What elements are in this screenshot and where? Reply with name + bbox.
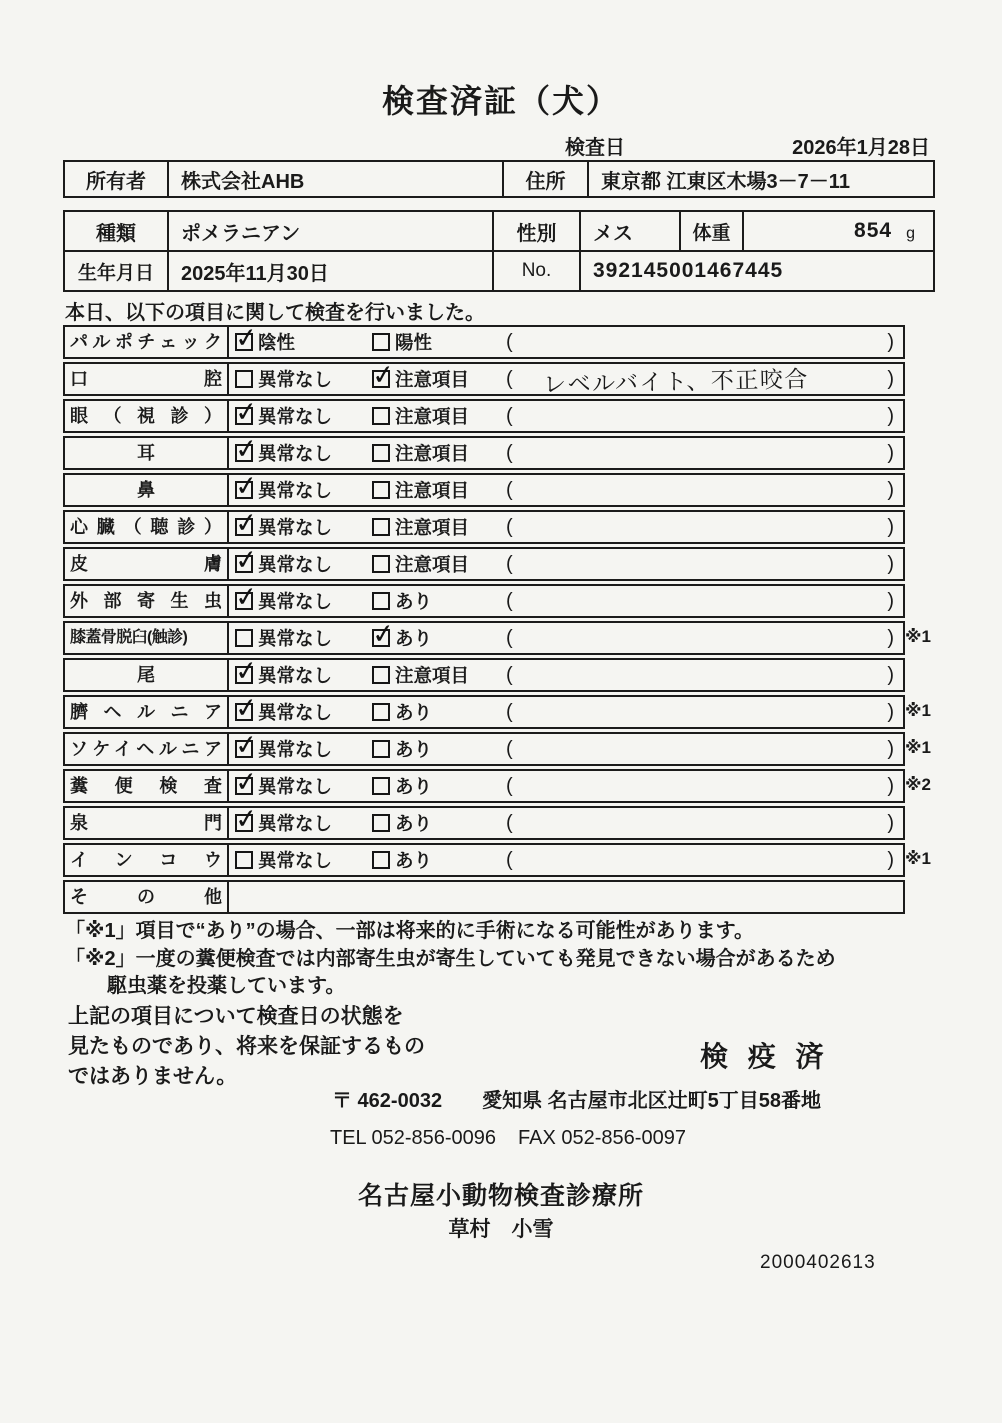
row-note-mark: ※1 [905, 627, 931, 646]
option-1-label: 異常なし [258, 665, 333, 686]
row-content [229, 845, 903, 875]
weight-value: 854 [854, 219, 893, 242]
row-content [229, 475, 903, 505]
paren-open: ( [506, 441, 513, 464]
paren-close: ) [887, 774, 894, 797]
checklist-row [63, 880, 905, 914]
row-label: 耳 [65, 438, 229, 468]
option-2-label: あり [395, 702, 433, 723]
clinic-name: 名古屋小動物検査診療所 [357, 1182, 644, 1210]
paren-open: ( [506, 848, 513, 871]
owner-label: 所有者 [86, 170, 146, 193]
disclaimer [68, 1002, 425, 1092]
row-label: 外部寄生虫 [65, 586, 229, 616]
checkbox-icon [235, 333, 253, 351]
row-content [229, 364, 903, 397]
option-1 [235, 845, 332, 875]
row-note-mark: ※1 [905, 701, 931, 720]
sex-value: メス [579, 212, 679, 250]
option-2-label: 注意項目 [395, 517, 470, 538]
disclaimer-line-1: 上記の項目について検査日の状態を [68, 1005, 404, 1028]
row-label: その他 [65, 882, 229, 912]
option-2-label: あり [395, 591, 433, 612]
checkbox-icon [235, 370, 253, 388]
option-2-label: あり [395, 813, 433, 834]
checklist-row [63, 806, 905, 840]
handwritten-remark [513, 856, 888, 864]
option-1 [235, 808, 332, 838]
footnote-3: 駆虫薬を投薬しています。 [107, 975, 346, 997]
handwritten-remark [513, 338, 888, 346]
row-content [229, 512, 903, 542]
sex-label: 性別 [492, 212, 579, 250]
option-2 [372, 327, 432, 357]
row-label: インコウ [65, 845, 229, 875]
remarks-field [506, 845, 894, 875]
option-1-label: 異常なし [258, 702, 333, 723]
checkbox-icon [372, 814, 390, 832]
row-content [229, 808, 903, 838]
row-content [229, 734, 903, 764]
paren-close: ) [887, 848, 894, 871]
option-2-label: 注意項目 [395, 406, 470, 427]
row-note-mark: ※1 [905, 849, 931, 868]
option-1-label: 異常なし [258, 517, 333, 538]
option-2 [372, 364, 469, 394]
option-1 [235, 697, 332, 727]
option-2-label: 注意項目 [395, 554, 470, 575]
option-1-label: 異常なし [258, 776, 333, 797]
paren-close: ) [887, 515, 894, 538]
option-2-label: 注意項目 [395, 369, 470, 390]
checklist-row [63, 658, 905, 692]
checkbox-icon [372, 481, 390, 499]
checkbox-icon [372, 629, 390, 647]
row-label: 心臓（聴診） [65, 512, 229, 542]
checkbox-icon [235, 407, 253, 425]
birth-row [65, 250, 933, 290]
paren-open: ( [506, 330, 513, 353]
checkbox-icon [372, 740, 390, 758]
weight-value-cell [742, 212, 933, 250]
option-1 [235, 549, 332, 579]
option-2 [372, 438, 469, 468]
option-2 [372, 623, 432, 653]
row-label: 尾 [65, 660, 229, 690]
checkbox-icon [372, 444, 390, 462]
option-1 [235, 438, 332, 468]
option-2-label: あり [395, 776, 433, 797]
row-note-mark: ※2 [905, 775, 931, 794]
checklist-row [63, 547, 905, 581]
option-1 [235, 734, 332, 764]
option-1-label: 異常なし [258, 739, 333, 760]
owner-table [63, 160, 935, 198]
paren-close: ) [887, 811, 894, 834]
option-1 [235, 327, 295, 357]
option-2-label: あり [395, 850, 433, 871]
option-2 [372, 697, 432, 727]
checkbox-icon [372, 592, 390, 610]
checklist-table [63, 325, 931, 917]
option-2-label: あり [395, 628, 433, 649]
handwritten-remark [513, 671, 888, 679]
option-2 [372, 808, 432, 838]
option-1-label: 異常なし [258, 443, 333, 464]
option-1 [235, 586, 332, 616]
address-value: 東京都 江東区木場3－7－11 [587, 162, 933, 196]
checklist-row [63, 584, 905, 618]
paren-open: ( [506, 811, 513, 834]
owner-row [65, 162, 933, 196]
remarks-field [506, 734, 894, 764]
option-2 [372, 734, 432, 764]
clinic-address: 愛知県 名古屋市北区辻町5丁目58番地 [482, 1090, 822, 1112]
remarks-field [506, 512, 894, 542]
option-2-label: あり [395, 739, 433, 760]
row-content [229, 623, 903, 653]
checkbox-icon [235, 851, 253, 869]
paren-open: ( [506, 589, 513, 612]
remarks-field [506, 697, 894, 727]
option-2 [372, 845, 432, 875]
option-1-label: 異常なし [258, 813, 333, 834]
quarantine-stamp: 検 疫 済 [700, 1041, 830, 1072]
row-label: 眼（視診） [65, 401, 229, 431]
checkbox-icon [372, 407, 390, 425]
footnote-2: 「※2」一度の糞便検査では内部寄生虫が寄生していても発見できない場合があるため [65, 947, 836, 970]
veterinarian-name: 草村 小雪 [448, 1218, 554, 1241]
checkbox-icon [372, 703, 390, 721]
checkbox-icon [372, 518, 390, 536]
remarks-field [506, 549, 894, 579]
checkbox-icon [235, 518, 253, 536]
row-content [229, 586, 903, 616]
paren-close: ) [887, 404, 894, 427]
footnotes [65, 918, 836, 1001]
no-value: 392145001467445 [579, 252, 933, 290]
option-1-label: 異常なし [258, 369, 333, 390]
checklist-row [63, 769, 931, 803]
option-1-label: 陰性 [258, 332, 296, 353]
birth-label: 生年月日 [77, 262, 154, 284]
option-2 [372, 586, 432, 616]
handwritten-remark [513, 634, 888, 642]
row-content [229, 771, 903, 801]
handwritten-remark [513, 708, 888, 716]
row-content [229, 327, 903, 357]
option-2 [372, 401, 469, 431]
row-label: 膝蓋骨脱臼(触診) [65, 623, 229, 653]
page-title: 検査済証（犬） [381, 83, 620, 119]
disclaimer-line-3: ではありません。 [68, 1065, 238, 1088]
breed-value: ポメラニアン [167, 212, 492, 250]
paren-close: ) [887, 441, 894, 464]
row-label: 口腔 [65, 364, 229, 394]
paren-open: ( [506, 700, 513, 723]
checklist-row [63, 695, 931, 729]
row-label: 臍ヘルニア [65, 697, 229, 727]
option-1 [235, 623, 332, 653]
remarks-field [506, 771, 894, 801]
checkbox-icon [235, 740, 253, 758]
handwritten-remark [513, 560, 888, 568]
option-1 [235, 771, 332, 801]
breed-label: 種類 [96, 222, 136, 245]
handwritten-remark [513, 819, 888, 827]
birth-value: 2025年11月30日 [167, 252, 492, 290]
checklist-row [63, 362, 905, 396]
disclaimer-line-2: 見たものであり、将来を保証するもの [68, 1035, 425, 1058]
remarks-field [506, 401, 894, 431]
option-2-label: 注意項目 [395, 443, 470, 464]
row-label: パルポチェック [65, 327, 229, 357]
paren-close: ) [887, 589, 894, 612]
row-content [229, 660, 903, 690]
handwritten-remark [513, 486, 888, 494]
handwritten-remark [513, 412, 888, 420]
row-content [229, 882, 903, 912]
option-1-label: 異常なし [258, 628, 333, 649]
remarks-field [506, 623, 894, 653]
checkbox-icon [372, 333, 390, 351]
weight-label: 体重 [679, 212, 742, 250]
remarks-field [506, 475, 894, 505]
option-1 [235, 475, 332, 505]
footnote-1: 「※1」項目で“あり”の場合、一部は将来的に手術になる可能性があります。 [65, 920, 754, 942]
remarks-field [506, 660, 894, 690]
checkbox-icon [372, 777, 390, 795]
option-2 [372, 771, 432, 801]
owner-name: 株式会社AHB [167, 162, 502, 196]
option-2 [372, 660, 469, 690]
remarks-field [506, 586, 894, 616]
option-2 [372, 512, 469, 542]
checkbox-icon [235, 703, 253, 721]
handwritten-remark [513, 782, 888, 790]
address-label: 住所 [502, 162, 587, 196]
animal-table [63, 210, 935, 292]
row-label: 鼻 [65, 475, 229, 505]
option-1 [235, 364, 332, 394]
option-1 [235, 512, 332, 542]
option-1-label: 異常なし [258, 406, 333, 427]
postal-code: 〒 462-0032 [332, 1090, 443, 1112]
no-label: No. [492, 252, 579, 290]
checkbox-icon [235, 481, 253, 499]
paren-close: ) [887, 737, 894, 760]
row-label: ソケイヘルニア [65, 734, 229, 764]
paren-close: ) [887, 663, 894, 686]
checklist-row [63, 399, 905, 433]
remarks-field [506, 438, 894, 468]
row-label: 糞便検査 [65, 771, 229, 801]
checklist-row [63, 473, 905, 507]
paren-open: ( [506, 478, 513, 501]
checkbox-icon [235, 592, 253, 610]
option-2-label: 注意項目 [395, 480, 470, 501]
checklist-row [63, 843, 931, 877]
checklist-row [63, 325, 905, 359]
paren-close: ) [887, 367, 894, 390]
paren-close: ) [887, 330, 894, 353]
checklist-row [63, 732, 931, 766]
row-note-mark: ※1 [905, 738, 931, 757]
option-1 [235, 401, 332, 431]
remarks-field [506, 364, 894, 397]
remarks-field [506, 808, 894, 838]
paren-close: ) [887, 700, 894, 723]
serial-number: 2000402613 [760, 1252, 876, 1273]
checkbox-icon [372, 555, 390, 573]
handwritten-remark [513, 449, 888, 457]
clinic-tel: TEL 052-856-0096 [330, 1127, 497, 1149]
option-2-label: 陽性 [395, 332, 433, 353]
paren-open: ( [506, 737, 513, 760]
paren-open: ( [506, 774, 513, 797]
checkbox-icon [235, 629, 253, 647]
checklist-row [63, 436, 905, 470]
checklist-row [63, 621, 931, 655]
row-content [229, 549, 903, 579]
checkbox-icon [235, 555, 253, 573]
breed-row [65, 212, 933, 250]
option-1-label: 異常なし [258, 591, 333, 612]
checkbox-icon [235, 777, 253, 795]
row-content [229, 401, 903, 431]
option-1-label: 異常なし [258, 554, 333, 575]
checkbox-icon [235, 666, 253, 684]
row-content [229, 438, 903, 468]
checkbox-icon [372, 666, 390, 684]
checkbox-icon [372, 851, 390, 869]
option-2-label: 注意項目 [395, 665, 470, 686]
exam-date-value: 2026年1月28日 [792, 137, 930, 159]
row-label: 皮膚 [65, 549, 229, 579]
paren-close: ) [887, 478, 894, 501]
checklist-row [63, 510, 905, 544]
checkbox-icon [235, 444, 253, 462]
paren-open: ( [506, 663, 513, 686]
handwritten-remark [513, 523, 888, 531]
exam-date-label: 検査日 [565, 137, 625, 159]
row-content [229, 697, 903, 727]
row-label: 泉門 [65, 808, 229, 838]
option-1-label: 異常なし [258, 850, 333, 871]
option-2 [372, 549, 469, 579]
paren-close: ) [887, 626, 894, 649]
checkbox-icon [372, 370, 390, 388]
clinic-fax: FAX 052-856-0097 [518, 1127, 686, 1149]
paren-open: ( [506, 367, 513, 390]
paren-open: ( [506, 552, 513, 575]
checkbox-icon [235, 814, 253, 832]
handwritten-remark [513, 597, 888, 605]
handwritten-remark [513, 745, 888, 753]
option-2 [372, 475, 469, 505]
weight-unit: g [906, 225, 915, 242]
paren-open: ( [506, 404, 513, 427]
paren-open: ( [506, 515, 513, 538]
paren-open: ( [506, 626, 513, 649]
remarks-field [506, 327, 894, 357]
clinic-postal-line [332, 1084, 821, 1113]
option-1 [235, 660, 332, 690]
paren-close: ) [887, 552, 894, 575]
option-1-label: 異常なし [258, 480, 333, 501]
intro-text: 本日、以下の項目に関して検査を行いました。 [65, 302, 485, 324]
clinic-tel-line [330, 1127, 686, 1150]
handwritten-remark: レベルバイト、不正咬合 [542, 365, 809, 397]
